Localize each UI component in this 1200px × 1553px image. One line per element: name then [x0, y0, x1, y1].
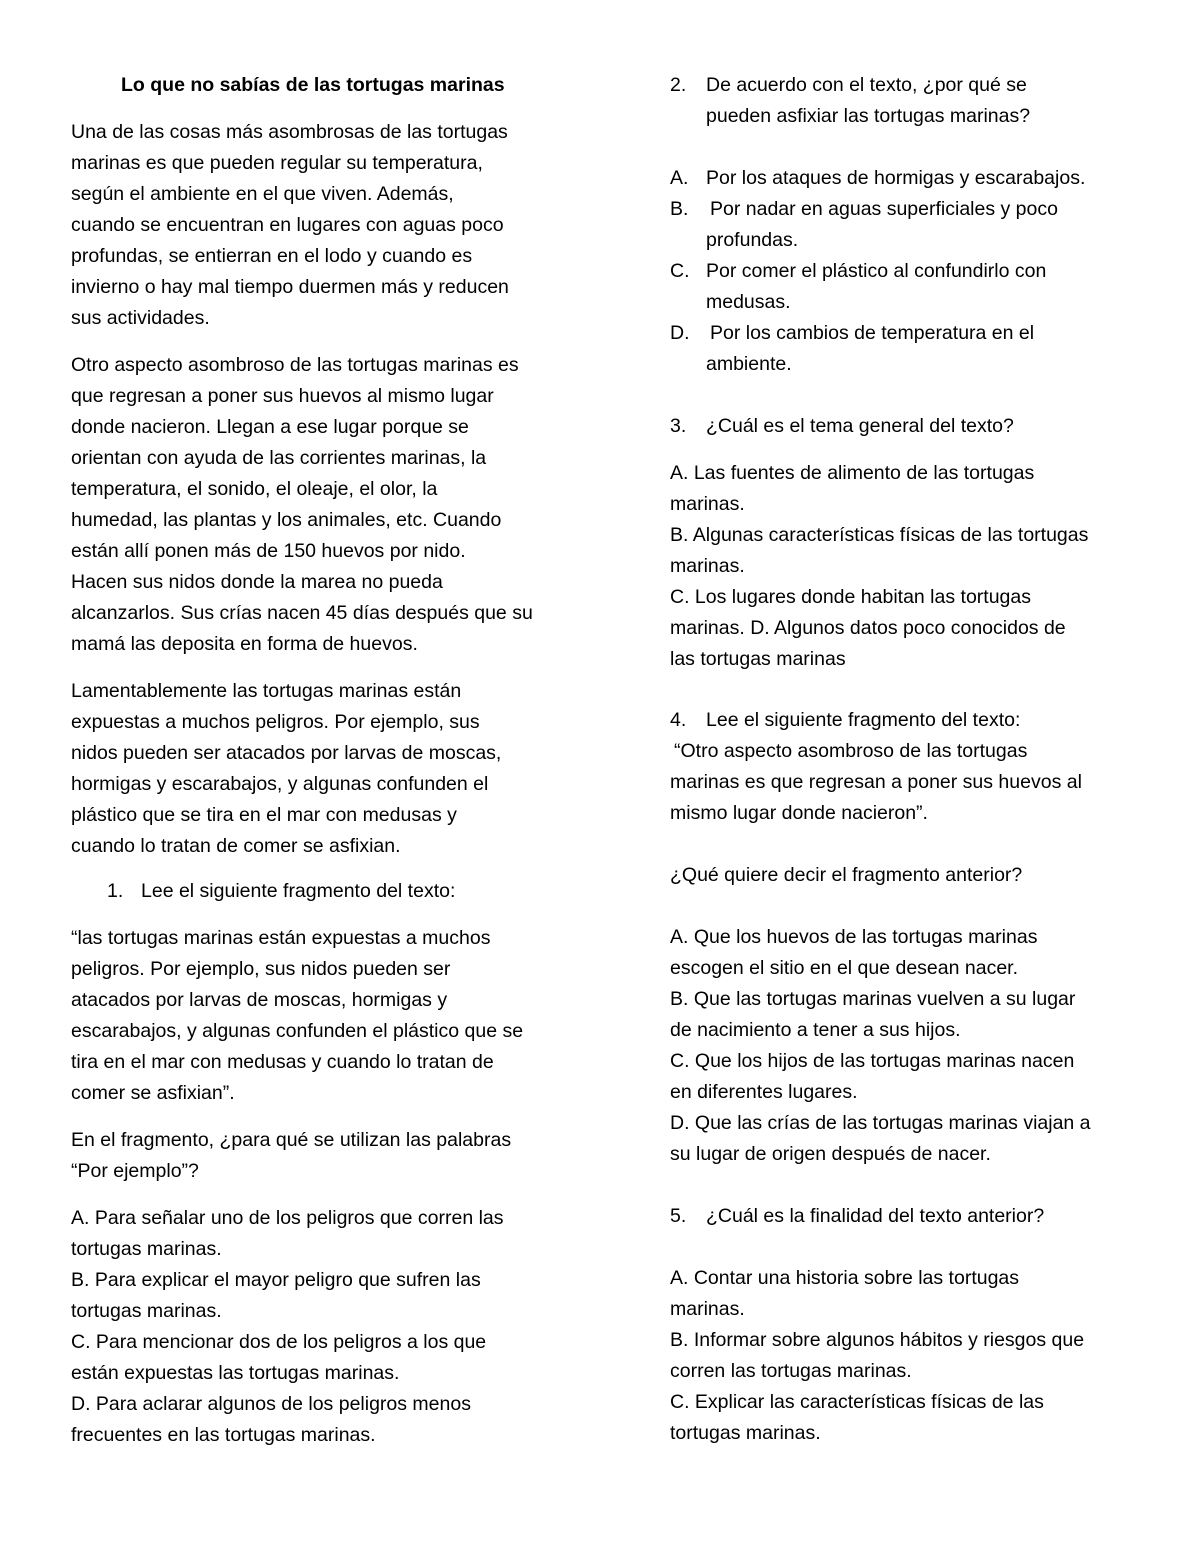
- paragraph-line: donde nacieron. Llegan a ese lugar porque se: [71, 416, 469, 438]
- answer-option: marinas.: [670, 493, 745, 515]
- answer-option: Por los cambios de temperatura en el: [710, 322, 1035, 344]
- question-text: De acuerdo con el texto, ¿por qué se: [706, 74, 1027, 96]
- answer-option: profundas.: [706, 229, 799, 251]
- answer-option: ambiente.: [706, 353, 792, 375]
- paragraph-line: hormigas y escarabajos, y algunas confunden el: [71, 773, 489, 795]
- answer-option: A. Que los huevos de las tortugas marinas: [670, 926, 1038, 948]
- answer-option: A. Las fuentes de alimento de las tortugas: [670, 462, 1035, 484]
- question-text: pueden asfixiar las tortugas marinas?: [706, 105, 1031, 127]
- option-letter: D.: [670, 322, 690, 344]
- answer-option: B. Para explicar el mayor peligro que sufren las: [71, 1269, 481, 1291]
- paragraph-line: que regresan a poner sus huevos al mismo lugar: [71, 385, 494, 407]
- quote-line: tira en el mar con medusas y cuando lo tratan de: [71, 1051, 494, 1073]
- answer-option: corren las tortugas marinas.: [670, 1360, 912, 1382]
- answer-option: en diferentes lugares.: [670, 1081, 858, 1103]
- paragraph-line: Otro aspecto asombroso de las tortugas marinas es: [71, 354, 519, 376]
- answer-option: A. Para señalar uno de los peligros que corren las: [71, 1207, 504, 1229]
- question-number: 4.: [670, 709, 687, 731]
- answer-option: su lugar de origen después de nacer.: [670, 1143, 991, 1165]
- answer-option: marinas. D. Algunos datos poco conocidos de: [670, 617, 1066, 639]
- question-text: En el fragmento, ¿para qué se utilizan las palabras: [71, 1129, 512, 1151]
- answer-option: C. Explicar las características físicas de las: [670, 1391, 1044, 1413]
- paragraph-line: alcanzarlos. Sus crías nacen 45 días después que su: [71, 602, 533, 624]
- paragraph-line: temperatura, el sonido, el oleaje, el olor, la: [71, 478, 438, 500]
- paragraph-line: plástico que se tira en el mar con medusas y: [71, 804, 457, 826]
- answer-option: D. Para aclarar algunos de los peligros menos: [71, 1393, 471, 1415]
- answer-option: C. Para mencionar dos de los peligros a los que: [71, 1331, 487, 1353]
- quote-line: marinas es que regresan a poner sus huevos al: [670, 771, 1082, 793]
- answer-option: D. Que las crías de las tortugas marinas viajan a: [670, 1112, 1091, 1134]
- quote-line: mismo lugar donde nacieron”.: [670, 802, 928, 824]
- answer-option: tortugas marinas.: [670, 1422, 821, 1444]
- option-letter: C.: [670, 260, 690, 282]
- answer-option: están expuestas las tortugas marinas.: [71, 1362, 400, 1384]
- quote-line: comer se asfixian”.: [71, 1082, 235, 1104]
- answer-option: tortugas marinas.: [71, 1238, 222, 1260]
- paragraph-line: según el ambiente en el que viven. Además,: [71, 183, 454, 205]
- question-text: “Por ejemplo”?: [71, 1160, 199, 1182]
- answer-option: marinas.: [670, 555, 745, 577]
- paragraph-line: Hacen sus nidos donde la marea no pueda: [71, 571, 443, 593]
- answer-option: las tortugas marinas: [670, 648, 846, 670]
- question-text: Lee el siguiente fragmento del texto:: [141, 880, 456, 902]
- paragraph-line: mamá las deposita en forma de huevos.: [71, 633, 418, 655]
- paragraph-line: están allí ponen más de 150 huevos por nido.: [71, 540, 466, 562]
- question-text: ¿Cuál es el tema general del texto?: [706, 415, 1014, 437]
- paragraph-line: Lamentablemente las tortugas marinas están: [71, 680, 462, 702]
- answer-option: de nacimiento a tener a sus hijos.: [670, 1019, 961, 1041]
- quote-line: “las tortugas marinas están expuestas a muchos: [71, 927, 491, 949]
- document-title: Lo que no sabías de las tortugas marinas: [121, 74, 505, 96]
- paragraph-line: invierno o hay mal tiempo duermen más y reducen: [71, 276, 509, 298]
- answer-option: Por comer el plástico al confundirlo con: [706, 260, 1047, 282]
- quote-line: atacados por larvas de moscas, hormigas y: [71, 989, 448, 1011]
- paragraph-line: orientan con ayuda de las corrientes marinas, la: [71, 447, 487, 469]
- answer-option: C. Que los hijos de las tortugas marinas nacen: [670, 1050, 1075, 1072]
- answer-option: Por los ataques de hormigas y escarabajos.: [706, 167, 1086, 189]
- answer-option: A. Contar una historia sobre las tortugas: [670, 1267, 1020, 1289]
- paragraph-line: Una de las cosas más asombrosas de las tortugas: [71, 121, 508, 143]
- paragraph-line: profundas, se entierran en el lodo y cuando es: [71, 245, 473, 267]
- answer-option: Por nadar en aguas superficiales y poco: [710, 198, 1058, 220]
- question-text: ¿Qué quiere decir el fragmento anterior?: [670, 864, 1023, 886]
- answer-option: tortugas marinas.: [71, 1300, 222, 1322]
- paragraph-line: nidos pueden ser atacados por larvas de moscas,: [71, 742, 502, 764]
- answer-option: B. Algunas características físicas de las tortugas: [670, 524, 1089, 546]
- quote-line: peligros. Por ejemplo, sus nidos pueden ser: [71, 958, 451, 980]
- paragraph-line: cuando lo tratan de comer se asfixian.: [71, 835, 401, 857]
- question-text: Lee el siguiente fragmento del texto:: [706, 709, 1021, 731]
- answer-option: frecuentes en las tortugas marinas.: [71, 1424, 376, 1446]
- option-letter: B.: [670, 198, 689, 220]
- answer-option: medusas.: [706, 291, 791, 313]
- paragraph-line: expuestas a muchos peligros. Por ejemplo, sus: [71, 711, 480, 733]
- paragraph-line: sus actividades.: [71, 307, 210, 329]
- answer-option: B. Que las tortugas marinas vuelven a su lugar: [670, 988, 1076, 1010]
- answer-option: marinas.: [670, 1298, 745, 1320]
- quote-line: escarabajos, y algunas confunden el plástico que se: [71, 1020, 524, 1042]
- paragraph-line: humedad, las plantas y los animales, etc. Cuando: [71, 509, 502, 531]
- question-number: 1.: [107, 880, 124, 902]
- question-text: ¿Cuál es la finalidad del texto anterior?: [706, 1205, 1045, 1227]
- answer-option: C. Los lugares donde habitan las tortugas: [670, 586, 1031, 608]
- paragraph-line: cuando se encuentran en lugares con aguas poco: [71, 214, 504, 236]
- question-number: 3.: [670, 415, 687, 437]
- answer-option: escogen el sitio en el que desean nacer.: [670, 957, 1019, 979]
- option-letter: A.: [670, 167, 689, 189]
- paragraph-line: marinas es que pueden regular su temperatura,: [71, 152, 483, 174]
- question-number: 2.: [670, 74, 687, 96]
- answer-option: B. Informar sobre algunos hábitos y riesgos que: [670, 1329, 1085, 1351]
- question-number: 5.: [670, 1205, 687, 1227]
- quote-line: “Otro aspecto asombroso de las tortugas: [674, 740, 1028, 762]
